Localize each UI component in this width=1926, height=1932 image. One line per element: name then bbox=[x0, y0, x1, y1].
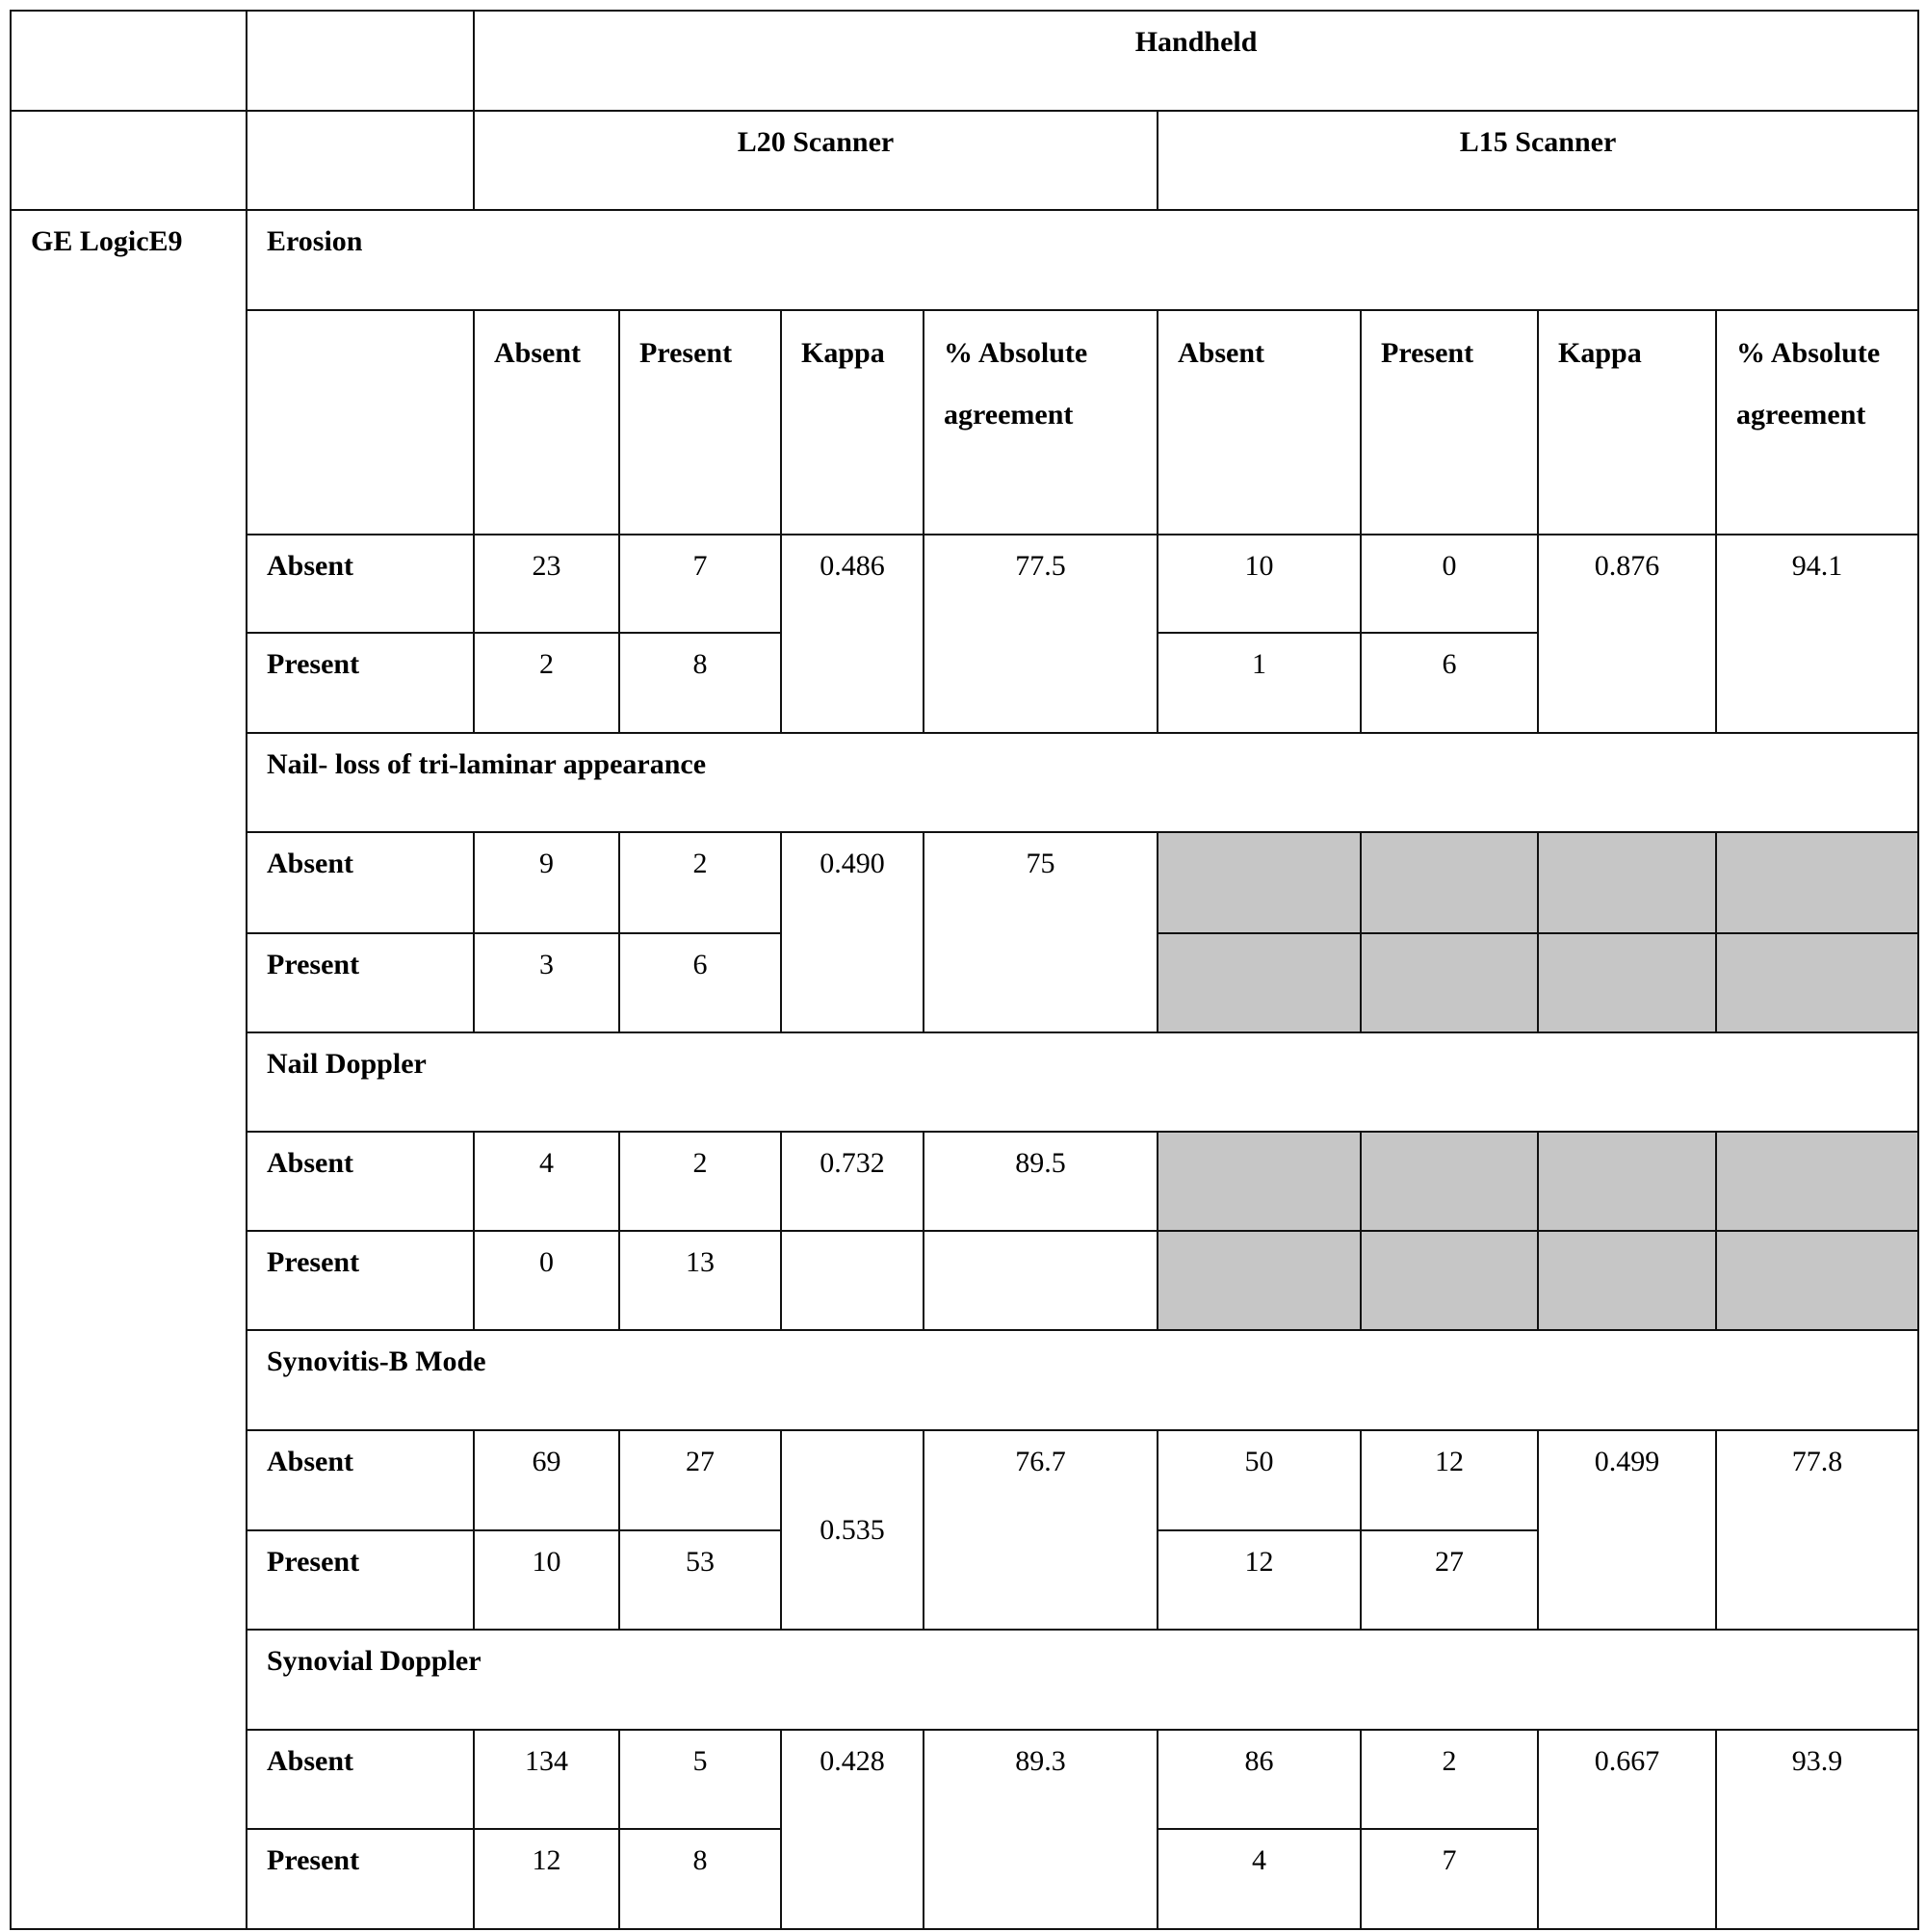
row-label: Absent bbox=[247, 1132, 474, 1231]
l15-present-count: 0 bbox=[1361, 535, 1538, 633]
corner-cell bbox=[11, 111, 247, 210]
row-label: Present bbox=[247, 1231, 474, 1330]
corner-cell bbox=[247, 11, 474, 111]
l20-absent-count: 12 bbox=[474, 1829, 619, 1929]
l20-absolute-agreement: 76.7 bbox=[924, 1430, 1158, 1630]
row-label: Absent bbox=[247, 832, 474, 933]
row-label: Absent bbox=[247, 1430, 474, 1530]
l20-absolute-agreement: 75 bbox=[924, 832, 1158, 1032]
l20-absent-count: 2 bbox=[474, 633, 619, 733]
l20-present-count: 8 bbox=[619, 1829, 781, 1929]
l15-absent-count: 1 bbox=[1158, 633, 1361, 733]
row-label: Present bbox=[247, 1829, 474, 1929]
l15-kappa: 0.667 bbox=[1538, 1730, 1716, 1929]
l20-absent-count: 23 bbox=[474, 535, 619, 633]
column-header: % Absolute agreement bbox=[924, 310, 1158, 535]
l20-absolute-agreement bbox=[924, 1231, 1158, 1330]
unavailable-cell bbox=[1158, 933, 1361, 1032]
l20-absent-count: 9 bbox=[474, 832, 619, 933]
l20-kappa: 0.486 bbox=[781, 535, 924, 733]
unavailable-cell bbox=[1538, 832, 1716, 933]
device-label: GE LogicE9 bbox=[11, 210, 247, 1929]
l15-absent-count: 12 bbox=[1158, 1530, 1361, 1630]
unavailable-cell bbox=[1361, 832, 1538, 933]
l20-kappa: 0.732 bbox=[781, 1132, 924, 1231]
unavailable-cell bbox=[1716, 1132, 1918, 1231]
row-label: Absent bbox=[247, 535, 474, 633]
l20-present-count: 2 bbox=[619, 832, 781, 933]
l15-absolute-agreement: 93.9 bbox=[1716, 1730, 1918, 1929]
l15-absolute-agreement: 77.8 bbox=[1716, 1430, 1918, 1630]
l15-present-count: 6 bbox=[1361, 633, 1538, 733]
l15-present-count: 12 bbox=[1361, 1430, 1538, 1530]
section-title: Synovitis-B Mode bbox=[247, 1330, 1918, 1430]
unavailable-cell bbox=[1716, 832, 1918, 933]
l20-kappa: 0.535 bbox=[781, 1430, 924, 1630]
unavailable-cell bbox=[1158, 832, 1361, 933]
row-label: Present bbox=[247, 1530, 474, 1630]
l15-present-count: 7 bbox=[1361, 1829, 1538, 1929]
unavailable-cell bbox=[1361, 1231, 1538, 1330]
l15-absolute-agreement: 94.1 bbox=[1716, 535, 1918, 733]
corner-cell bbox=[247, 111, 474, 210]
l20-present-count: 7 bbox=[619, 535, 781, 633]
header-blank bbox=[247, 310, 474, 535]
l15-absent-count: 50 bbox=[1158, 1430, 1361, 1530]
column-header: Absent bbox=[1158, 310, 1361, 535]
l20-absent-count: 134 bbox=[474, 1730, 619, 1829]
l20-kappa: 0.490 bbox=[781, 832, 924, 1032]
agreement-table bbox=[10, 10, 1919, 1930]
corner-cell bbox=[11, 11, 247, 111]
l15-present-count: 27 bbox=[1361, 1530, 1538, 1630]
l15-absent-count: 4 bbox=[1158, 1829, 1361, 1929]
l20-absolute-agreement: 89.3 bbox=[924, 1730, 1158, 1929]
column-header: Absent bbox=[474, 310, 619, 535]
l20-kappa: 0.428 bbox=[781, 1730, 924, 1929]
section-title: Synovial Doppler bbox=[247, 1630, 1918, 1730]
unavailable-cell bbox=[1538, 1231, 1716, 1330]
row-label: Absent bbox=[247, 1730, 474, 1829]
l20-absent-count: 3 bbox=[474, 933, 619, 1032]
l20-absent-count: 0 bbox=[474, 1231, 619, 1330]
section-title: Nail- loss of tri-laminar appearance bbox=[247, 733, 1918, 832]
unavailable-cell bbox=[1158, 1132, 1361, 1231]
l20-present-count: 13 bbox=[619, 1231, 781, 1330]
handheld-header: Handheld bbox=[474, 11, 1918, 111]
unavailable-cell bbox=[1361, 1132, 1538, 1231]
column-header: Present bbox=[1361, 310, 1538, 535]
l15-absent-count: 86 bbox=[1158, 1730, 1361, 1829]
l20-present-count: 5 bbox=[619, 1730, 781, 1829]
column-header: Present bbox=[619, 310, 781, 535]
section-title: Erosion bbox=[247, 210, 1918, 310]
unavailable-cell bbox=[1716, 1231, 1918, 1330]
l15-kappa: 0.499 bbox=[1538, 1430, 1716, 1630]
l20-absent-count: 4 bbox=[474, 1132, 619, 1231]
unavailable-cell bbox=[1361, 933, 1538, 1032]
l15-scanner-header: L15 Scanner bbox=[1158, 111, 1918, 210]
l20-kappa bbox=[781, 1231, 924, 1330]
l20-absent-count: 10 bbox=[474, 1530, 619, 1630]
unavailable-cell bbox=[1716, 933, 1918, 1032]
unavailable-cell bbox=[1538, 933, 1716, 1032]
l20-absent-count: 69 bbox=[474, 1430, 619, 1530]
column-header: Kappa bbox=[781, 310, 924, 535]
unavailable-cell bbox=[1158, 1231, 1361, 1330]
row-label: Present bbox=[247, 633, 474, 733]
column-header: % Absolute agreement bbox=[1716, 310, 1918, 535]
l20-present-count: 8 bbox=[619, 633, 781, 733]
l20-present-count: 27 bbox=[619, 1430, 781, 1530]
l20-present-count: 6 bbox=[619, 933, 781, 1032]
l15-present-count: 2 bbox=[1361, 1730, 1538, 1829]
column-header: Kappa bbox=[1538, 310, 1716, 535]
row-label: Present bbox=[247, 933, 474, 1032]
l20-scanner-header: L20 Scanner bbox=[474, 111, 1158, 210]
l20-absolute-agreement: 89.5 bbox=[924, 1132, 1158, 1231]
l15-kappa: 0.876 bbox=[1538, 535, 1716, 733]
l20-present-count: 2 bbox=[619, 1132, 781, 1231]
l15-absent-count: 10 bbox=[1158, 535, 1361, 633]
unavailable-cell bbox=[1538, 1132, 1716, 1231]
l20-absolute-agreement: 77.5 bbox=[924, 535, 1158, 733]
l20-present-count: 53 bbox=[619, 1530, 781, 1630]
section-title: Nail Doppler bbox=[247, 1032, 1918, 1132]
